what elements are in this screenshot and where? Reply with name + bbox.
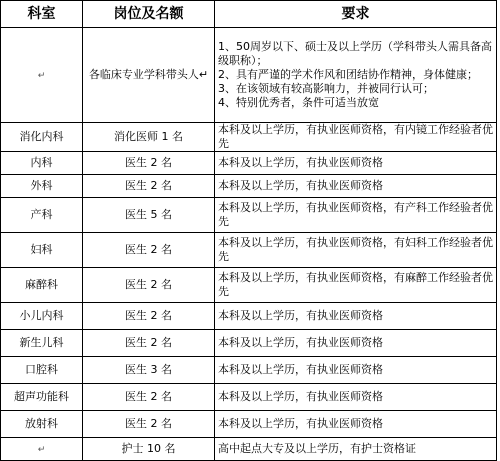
header-row [1,1,497,28]
table-row [1,357,497,384]
table-row [1,438,497,461]
position-cell: 护士 10 名 [83,438,215,461]
table-row [1,28,497,123]
table-row [1,233,497,268]
table-row [1,198,497,233]
dept-cell: 超声功能科 [1,384,83,411]
requirement-line: 3、在该领域有较高影响力，并被同行认可； [218,82,434,95]
requirement-cell: 本科及以上学历，有执业医师资格 [215,357,497,384]
position-cell: 各临床专业学科带头人↵ [83,28,215,123]
dept-cell: 放射科 [1,411,83,438]
header-requirement: 要求 [215,1,497,28]
position-cell: 医生 3 名 [83,357,215,384]
paragraph-mark: ↵ [37,444,46,455]
dept-cell: 小儿内科 [1,303,83,330]
requirement-cell: 本科及以上学历，有执业医师资格，有内镜工作经验者优先 [215,123,497,152]
table-row [1,268,497,303]
dept-cell: 麻醉科 [1,268,83,303]
requirement-line: 1、50周岁以下、硕士及以上学历（学科带头人需具备高级职称）； [218,40,492,67]
dept-cell [1,438,83,461]
table-row [1,152,497,175]
table-row [1,411,497,438]
requirement-cell: 本科及以上学历，有执业医师资格 [215,411,497,438]
position-cell: 医生 2 名 [83,152,215,175]
position-cell: 医生 5 名 [83,198,215,233]
dept-cell [1,28,83,123]
requirement-line: 2、具有严谨的学术作风和团结协作精神，身体健康； [218,68,478,81]
dept-cell: 产科 [1,198,83,233]
paragraph-mark: ↵ [37,70,46,81]
requirement-cell: 本科及以上学历，有执业医师资格，有麻醉工作经验者优先 [215,268,497,303]
table-row [1,330,497,357]
position-cell: 医生 2 名 [83,233,215,268]
requirement-cell: 本科及以上学历，有执业医师资格 [215,152,497,175]
header-position: 岗位及名额 [83,1,215,28]
dept-cell: 新生儿科 [1,330,83,357]
requirement-cell: 本科及以上学历，有执业医师资格，有妇科工作经验者优先 [215,233,497,268]
position-cell: 医生 2 名 [83,384,215,411]
position-cell: 医生 2 名 [83,411,215,438]
dept-cell: 内科 [1,152,83,175]
header-dept: 科室 [1,1,83,28]
dept-cell: 外科 [1,175,83,198]
position-cell: 医生 2 名 [83,303,215,330]
table-row [1,123,497,152]
requirement-cell: 高中起点大专及以上学历，有护士资格证 [215,438,497,461]
dept-cell: 妇科 [1,233,83,268]
position-cell: 医生 2 名 [83,330,215,357]
position-cell: 医生 2 名 [83,175,215,198]
requirement-cell: 本科及以上学历，有执业医师资格 [215,175,497,198]
requirement-line: 4、特别优秀者，条件可适当放宽 [218,96,379,109]
table-row [1,175,497,198]
requirement-cell: 本科及以上学历，有执业医师资格，有产科工作经验者优先 [215,198,497,233]
dept-cell: 消化内科 [1,123,83,152]
requirement-cell: 本科及以上学历，有执业医师资格 [215,384,497,411]
requirement-cell: 本科及以上学历，有执业医师资格 [215,303,497,330]
position-cell: 医生 2 名 [83,268,215,303]
requirement-cell: 本科及以上学历，有执业医师资格 [215,330,497,357]
table-row [1,384,497,411]
requirement-cell [215,28,497,123]
dept-cell: 口腔科 [1,357,83,384]
table-row [1,303,497,330]
position-cell: 消化医师 1 名 [83,123,215,152]
